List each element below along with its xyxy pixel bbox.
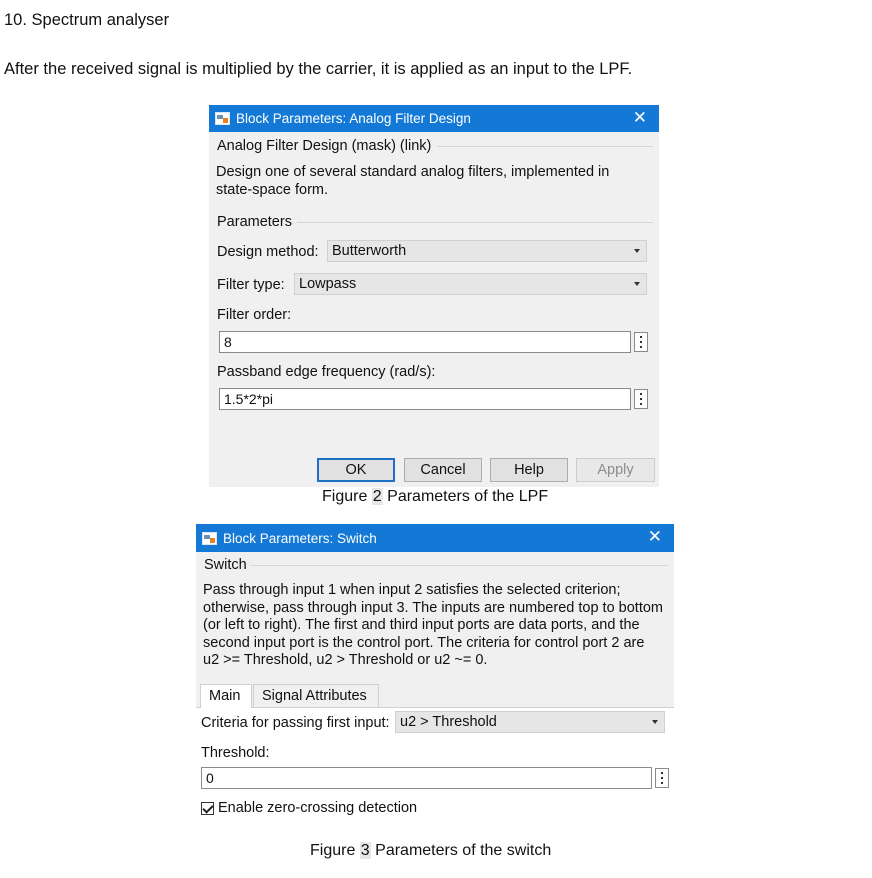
design-method-select[interactable] [327,240,647,262]
switch-description-line: u2 >= Threshold, u2 > Threshold or u2 ~= 0. [203,652,488,668]
block-parameters-icon [202,532,217,545]
apply-button[interactable]: Apply [576,458,655,482]
filter-type-select[interactable] [294,273,647,295]
switch-block-title: Switch [204,557,247,573]
zero-crossing-checkbox[interactable] [201,802,214,815]
mask-section [209,132,659,207]
switch-description-line: otherwise, pass through input 3. The inputs are numbered top to bottom [203,599,663,616]
passband-more-icon[interactable] [634,389,648,409]
criteria-label: Criteria for passing first input: [201,715,390,731]
switch-separator [250,565,668,566]
lpf-dialog-title: Block Parameters: Analog Filter Design [236,111,471,126]
switch-description-line: second input port is the control port. The criteria for control port 2 are [203,634,645,651]
criteria-select[interactable] [395,711,665,733]
switch-description-line: Pass through input 1 when input 2 satisfies the selected criterion; [203,582,621,598]
figure-2-number: 2 [372,488,382,505]
cancel-button[interactable]: Cancel [404,458,482,482]
figure-3-caption [310,842,551,860]
ok-button[interactable]: OK [317,458,395,482]
mask-separator [437,146,653,147]
threshold-more-icon[interactable] [655,768,669,788]
zero-crossing-label: Enable zero-crossing detection [218,800,418,816]
switch-description-line: (or left to right). The first and third input ports are data ports, and the [203,617,640,633]
threshold-input[interactable]: 0 [201,767,652,789]
filter-order-input[interactable]: 8 [219,331,631,353]
intro-paragraph: After the received signal is multiplied by the carrier, it is applied as an input to the LPF. [4,60,633,78]
figure-2-caption [322,488,548,506]
chevron-down-icon [652,720,658,724]
figure-3-number: 3 [360,842,370,859]
parameters-title: Parameters [217,214,292,230]
figure-2-prefix: Figure [322,488,372,505]
figure-3-suffix: Parameters of the switch [370,842,552,859]
switch-dialog-titlebar[interactable] [196,524,674,552]
mask-description-line2: state-space form. [216,182,329,198]
mask-title: Analog Filter Design (mask) (link) [217,138,432,154]
filter-type-value: Lowpass [299,276,357,292]
figure-3-prefix: Figure [310,842,360,859]
help-button[interactable]: Help [490,458,568,482]
block-parameters-icon [215,112,230,125]
figure-2-suffix: Parameters of the LPF [382,488,549,505]
chevron-down-icon [634,282,640,286]
filter-order-more-icon[interactable] [634,332,648,352]
criteria-value: u2 > Threshold [400,714,497,730]
mask-description-line1: Design one of several standard analog filters, implemented in [216,164,610,180]
filter-order-label: Filter order: [217,307,292,323]
design-method-value: Butterworth [332,243,407,259]
passband-input[interactable]: 1.5*2*pi [219,388,631,410]
design-method-label: Design method: [217,244,319,260]
close-icon[interactable]: ✕ [632,108,647,127]
close-icon[interactable]: ✕ [647,527,662,546]
filter-type-label: Filter type: [217,277,285,293]
section-heading: 10. Spectrum analyser [4,11,170,29]
lpf-dialog [209,105,659,487]
passband-label: Passband edge frequency (rad/s): [217,364,436,380]
switch-description [203,582,663,670]
switch-dialog [196,524,674,824]
lpf-dialog-titlebar[interactable] [209,105,659,132]
parameters-separator [297,222,653,223]
chevron-down-icon [634,249,640,253]
threshold-label: Threshold: [201,745,270,761]
tab-signal-attributes[interactable]: Signal Attributes [253,684,379,708]
switch-dialog-title: Block Parameters: Switch [223,530,377,546]
tab-main[interactable]: Main [200,684,252,708]
